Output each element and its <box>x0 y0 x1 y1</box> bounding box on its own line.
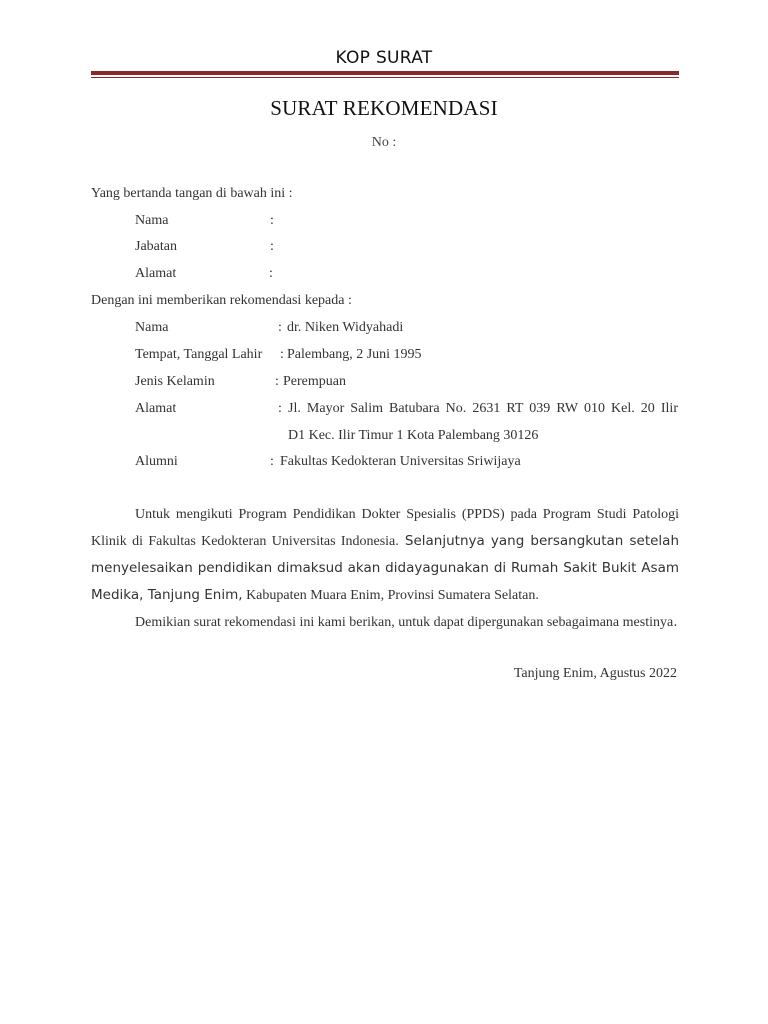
signer-address-label: Alamat <box>135 266 177 281</box>
signer-position-label: Jabatan <box>135 239 177 254</box>
recipient-birth-value: Palembang, 2 Juni 1995 <box>287 347 422 362</box>
recipient-alumni-value: Fakultas Kedokteran Universitas Sriwijaya <box>280 454 521 469</box>
recipient-address-value-line1: Jl. Mayor Salim Batubara No. 2631 RT 039 RW 010 Kel. 20 Ilir <box>288 401 678 416</box>
letter-number: No : <box>371 135 397 150</box>
body-paragraph-1-sentence-1: Untuk mengikuti Program Pendidikan Dokter Spesialis (PPDS) pada Program Studi Patologi Klinik di Fakultas Kedokteran Universitas Indonesia. <box>91 507 679 549</box>
place-and-date: Tanjung Enim, Agustus 2022 <box>513 666 677 681</box>
body-paragraph-1-sentence-2: Selanjutnya yang bersangkutan setelah menyelesaikan pendidikan dimaksud akan didayagunakan di Rumah Sakit Bukit Asam Medika, Tanjung Enim, <box>91 533 679 603</box>
recipient-address-separator: : <box>278 401 282 416</box>
letterhead-rule-thick <box>91 71 679 75</box>
recipient-address-value-line2: D1 Kec. Ilir Timur 1 Kota Palembang 30126 <box>288 428 539 443</box>
recipient-gender-label: Jenis Kelamin <box>135 374 215 389</box>
recipient-name-label: Nama <box>135 320 169 335</box>
letter-title: SURAT REKOMENDASI <box>270 96 498 120</box>
recipient-alumni-separator: : <box>270 454 274 469</box>
signer-position-separator: : <box>270 239 274 254</box>
recipient-gender-separator: : <box>275 374 279 389</box>
body-paragraph-2 <box>91 609 679 636</box>
body-paragraph-2-text: Demikian surat rekomendasi ini kami berikan, untuk dapat dipergunakan sebagaimana mestinya <box>135 615 674 630</box>
recipient-address-label: Alamat <box>135 401 177 416</box>
letterhead-title: KOP SURAT <box>335 48 433 68</box>
body-paragraph-2-period: . <box>673 614 678 630</box>
letterhead-rule-thin <box>91 77 679 78</box>
recipient-birth-label: Tempat, Tanggal Lahir <box>135 347 263 362</box>
body-paragraph-1 <box>91 501 679 609</box>
recipient-alumni-label: Alumni <box>135 454 178 469</box>
recipient-gender-value: Perempuan <box>283 374 346 389</box>
recipient-name-value: dr. Niken Widyahadi <box>287 320 404 335</box>
recipient-name-separator: : <box>278 320 282 335</box>
signer-address-separator: : <box>269 266 273 281</box>
signer-intro: Yang bertanda tangan di bawah ini : <box>91 186 293 201</box>
body-paragraph-1-sentence-3: Kabupaten Muara Enim, Provinsi Sumatera Selatan. <box>242 588 539 603</box>
recipient-intro: Dengan ini memberikan rekomendasi kepada : <box>91 293 352 308</box>
signer-name-label: Nama <box>135 213 169 228</box>
signer-name-separator: : <box>270 213 274 228</box>
recipient-birth-separator: : <box>280 347 284 362</box>
